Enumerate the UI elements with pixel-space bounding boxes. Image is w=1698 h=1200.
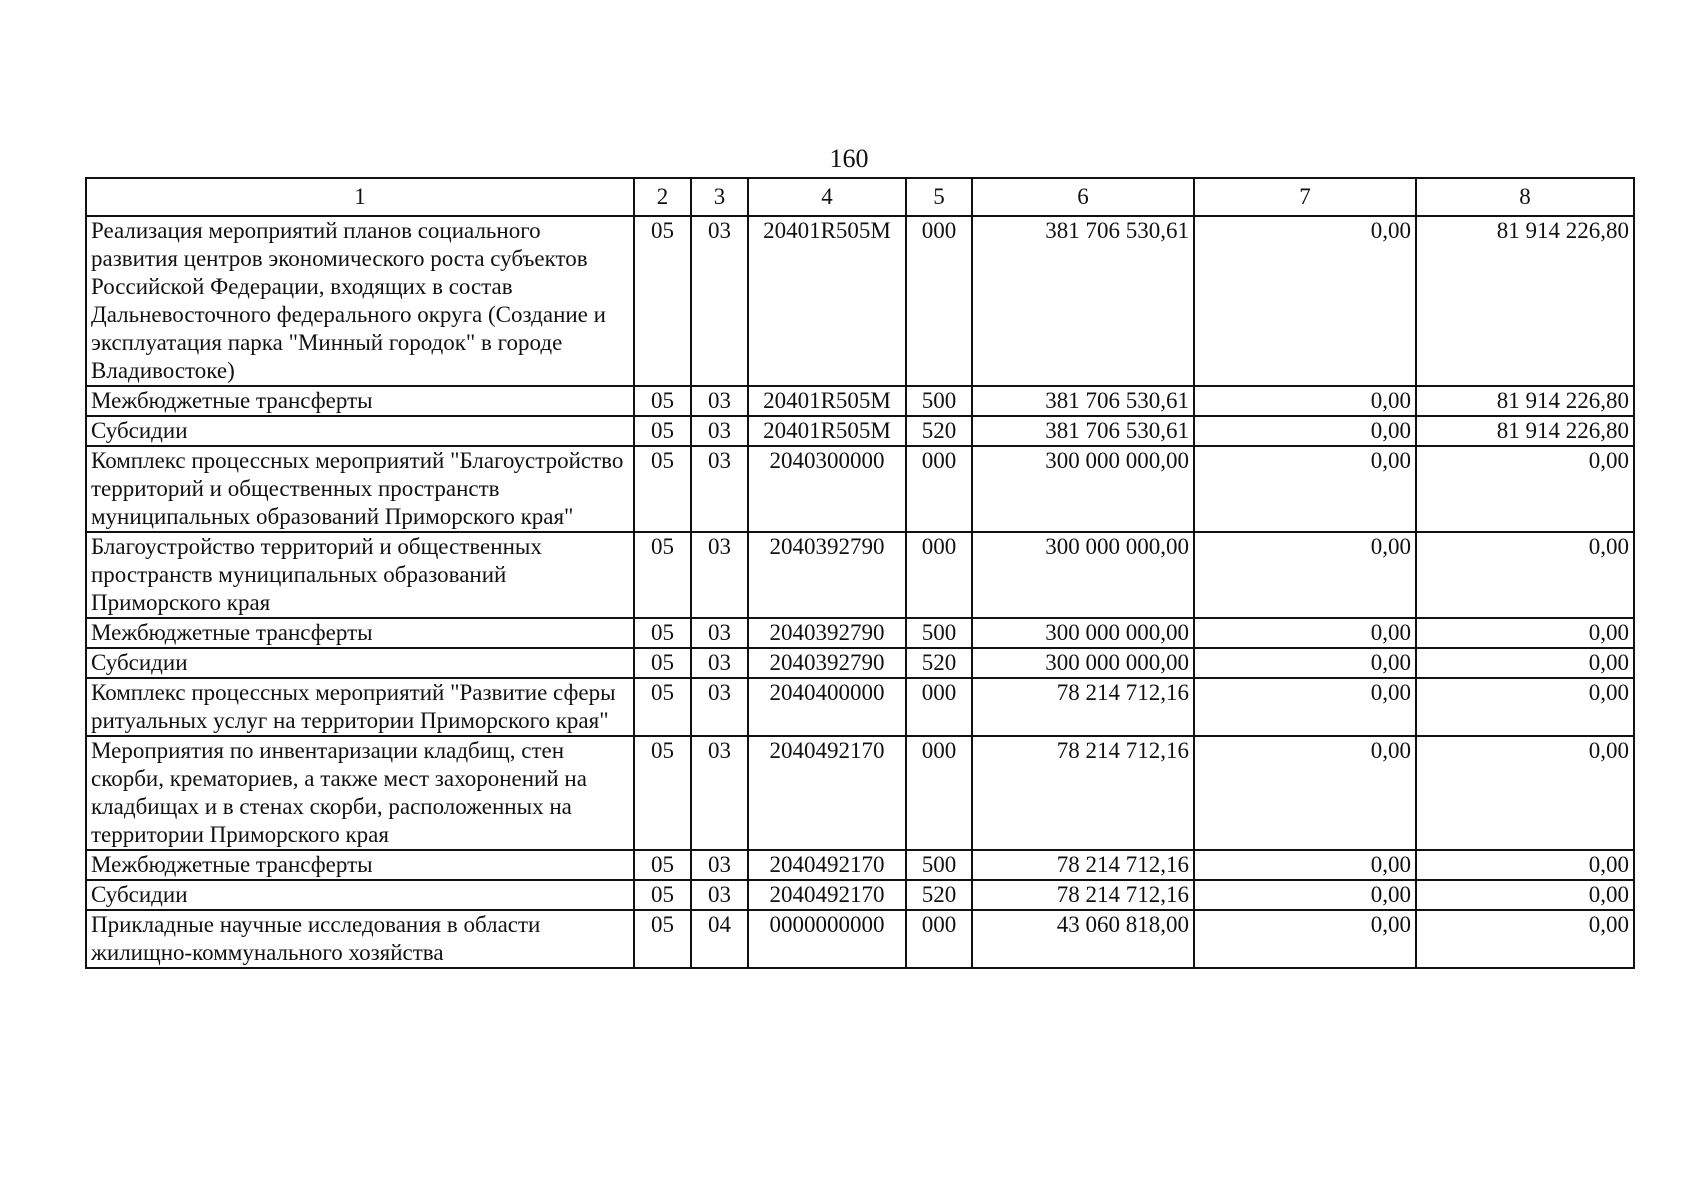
expense-type-code: 500 — [906, 618, 972, 648]
column-header: 7 — [1194, 178, 1416, 216]
item-name: Прикладные научные исследования в области жилищно-коммунального хозяйства — [86, 910, 634, 968]
amount-col6: 78 214 712,16 — [972, 880, 1194, 910]
subsection-code: 04 — [691, 910, 748, 968]
target-article-code: 2040392790 — [748, 532, 906, 618]
column-header: 1 — [86, 178, 634, 216]
amount-col6: 78 214 712,16 — [972, 850, 1194, 880]
target-article-code: 0000000000 — [748, 910, 906, 968]
section-code: 05 — [634, 880, 691, 910]
amount-col8: 0,00 — [1416, 446, 1634, 532]
section-code: 05 — [634, 678, 691, 736]
amount-col6: 300 000 000,00 — [972, 532, 1194, 618]
target-article-code: 2040492170 — [748, 736, 906, 850]
expense-type-code: 000 — [906, 910, 972, 968]
expense-type-code: 000 — [906, 678, 972, 736]
subsection-code: 03 — [691, 736, 748, 850]
column-header: 4 — [748, 178, 906, 216]
column-header: 5 — [906, 178, 972, 216]
target-article-code: 20401R505M — [748, 416, 906, 446]
amount-col6: 300 000 000,00 — [972, 446, 1194, 532]
amount-col6: 381 706 530,61 — [972, 216, 1194, 386]
table-row — [86, 416, 1634, 446]
item-name: Мероприятия по инвентаризации кладбищ, стен скорби, крематориев, а также мест захоронений на кладбищах и в стенах скорби, расположенных на территории Приморского края — [86, 736, 634, 850]
item-name: Реализация мероприятий планов социального развития центров экономического роста субъектов Российской Федерации, входящих в состав Дальневосточного федерального округа (Создание и эксплуатация парка "Минный городок" в городе Владивостоке) — [86, 216, 634, 386]
section-code: 05 — [634, 216, 691, 386]
header-row — [86, 178, 1634, 216]
target-article-code: 2040400000 — [748, 678, 906, 736]
subsection-code: 03 — [691, 446, 748, 532]
amount-col7: 0,00 — [1194, 216, 1416, 386]
column-header: 3 — [691, 178, 748, 216]
amount-col8: 81 914 226,80 — [1416, 216, 1634, 386]
section-code: 05 — [634, 386, 691, 416]
amount-col8: 0,00 — [1416, 648, 1634, 678]
amount-col8: 0,00 — [1416, 736, 1634, 850]
expense-type-code: 500 — [906, 850, 972, 880]
amount-col8: 0,00 — [1416, 678, 1634, 736]
amount-col7: 0,00 — [1194, 880, 1416, 910]
table-row — [86, 648, 1634, 678]
subsection-code: 03 — [691, 648, 748, 678]
amount-col8: 0,00 — [1416, 850, 1634, 880]
table-row — [86, 736, 1634, 850]
item-name: Межбюджетные трансферты — [86, 618, 634, 648]
table-row — [86, 850, 1634, 880]
expense-type-code: 000 — [906, 736, 972, 850]
amount-col6: 381 706 530,61 — [972, 386, 1194, 416]
amount-col7: 0,00 — [1194, 618, 1416, 648]
table-row — [86, 678, 1634, 736]
section-code: 05 — [634, 648, 691, 678]
subsection-code: 03 — [691, 416, 748, 446]
amount-col7: 0,00 — [1194, 850, 1416, 880]
item-name: Субсидии — [86, 416, 634, 446]
subsection-code: 03 — [691, 386, 748, 416]
item-name: Межбюджетные трансферты — [86, 386, 634, 416]
expense-type-code: 520 — [906, 416, 972, 446]
expense-type-code: 000 — [906, 532, 972, 618]
item-name: Благоустройство территорий и общественных пространств муниципальных образований Приморского края — [86, 532, 634, 618]
amount-col6: 43 060 818,00 — [972, 910, 1194, 968]
section-code: 05 — [634, 446, 691, 532]
item-name: Межбюджетные трансферты — [86, 850, 634, 880]
expense-type-code: 520 — [906, 648, 972, 678]
target-article-code: 2040392790 — [748, 648, 906, 678]
page-number: 160 — [829, 144, 869, 173]
amount-col8: 0,00 — [1416, 532, 1634, 618]
amount-col8: 0,00 — [1416, 910, 1634, 968]
expense-type-code: 000 — [906, 446, 972, 532]
subsection-code: 03 — [691, 216, 748, 386]
target-article-code: 20401R505M — [748, 216, 906, 386]
amount-col8: 81 914 226,80 — [1416, 386, 1634, 416]
expense-type-code: 500 — [906, 386, 972, 416]
amount-col7: 0,00 — [1194, 446, 1416, 532]
amount-col8: 0,00 — [1416, 618, 1634, 648]
amount-col6: 78 214 712,16 — [972, 678, 1194, 736]
target-article-code: 20401R505M — [748, 386, 906, 416]
item-name: Комплекс процессных мероприятий "Развитие сферы ритуальных услуг на территории Приморского края" — [86, 678, 634, 736]
amount-col7: 0,00 — [1194, 910, 1416, 968]
amount-col7: 0,00 — [1194, 386, 1416, 416]
amount-col7: 0,00 — [1194, 678, 1416, 736]
subsection-code: 03 — [691, 532, 748, 618]
subsection-code: 03 — [691, 880, 748, 910]
target-article-code: 2040392790 — [748, 618, 906, 648]
table-row — [86, 532, 1634, 618]
budget-table — [85, 177, 1635, 969]
target-article-code: 2040492170 — [748, 880, 906, 910]
amount-col6: 78 214 712,16 — [972, 736, 1194, 850]
expense-type-code: 000 — [906, 216, 972, 386]
amount-col6: 300 000 000,00 — [972, 648, 1194, 678]
amount-col6: 381 706 530,61 — [972, 416, 1194, 446]
section-code: 05 — [634, 618, 691, 648]
section-code: 05 — [634, 416, 691, 446]
amount-col7: 0,00 — [1194, 416, 1416, 446]
table-row — [86, 910, 1634, 968]
expense-type-code: 520 — [906, 880, 972, 910]
item-name: Субсидии — [86, 648, 634, 678]
item-name: Субсидии — [86, 880, 634, 910]
table-row — [86, 446, 1634, 532]
target-article-code: 2040300000 — [748, 446, 906, 532]
table-row — [86, 880, 1634, 910]
column-header: 6 — [972, 178, 1194, 216]
table-row — [86, 386, 1634, 416]
table-row — [86, 618, 1634, 648]
column-header: 2 — [634, 178, 691, 216]
amount-col8: 0,00 — [1416, 880, 1634, 910]
subsection-code: 03 — [691, 850, 748, 880]
subsection-code: 03 — [691, 678, 748, 736]
column-header: 8 — [1416, 178, 1634, 216]
section-code: 05 — [634, 532, 691, 618]
amount-col7: 0,00 — [1194, 532, 1416, 618]
amount-col7: 0,00 — [1194, 648, 1416, 678]
subsection-code: 03 — [691, 618, 748, 648]
amount-col6: 300 000 000,00 — [972, 618, 1194, 648]
item-name: Комплекс процессных мероприятий "Благоустройство территорий и общественных пространств муниципальных образований Приморского края" — [86, 446, 634, 532]
amount-col8: 81 914 226,80 — [1416, 416, 1634, 446]
table-row — [86, 216, 1634, 386]
section-code: 05 — [634, 736, 691, 850]
section-code: 05 — [634, 850, 691, 880]
amount-col7: 0,00 — [1194, 736, 1416, 850]
section-code: 05 — [634, 910, 691, 968]
target-article-code: 2040492170 — [748, 850, 906, 880]
